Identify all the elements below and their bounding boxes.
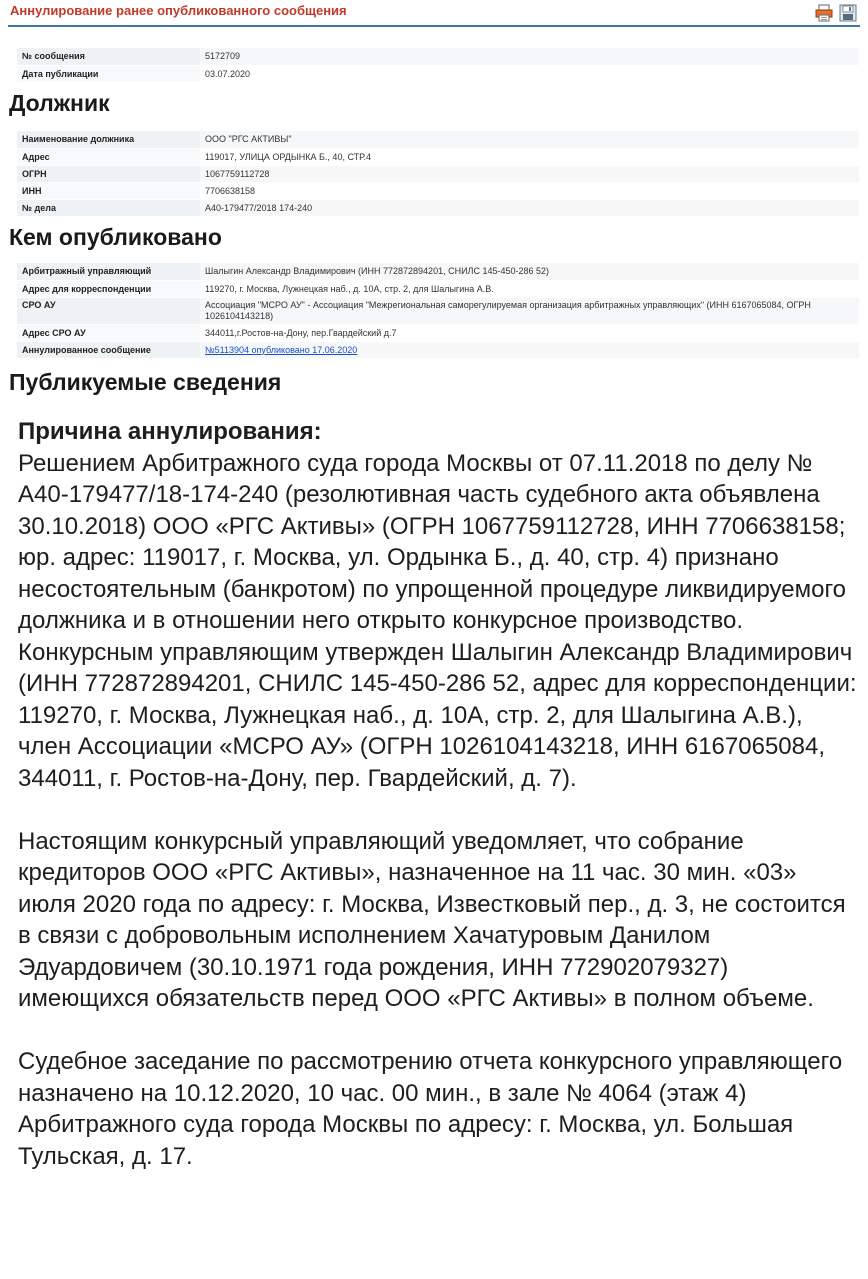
sro-label: СРО АУ	[17, 297, 200, 324]
paragraph-court-decision: Решением Арбитражного суда города Москвы от 07.11.2018 по делу № А40-179477/18-174-240 (резолютивная часть судебного акта объявлена 30.10.2018) ООО «РГС Активы» (ОГРН 1067759112728, ИНН 7706638158; юр. адрес: 119017, г. Москва, ул. Ордынка Б., д. 40, стр. 4) признано несостоятельным (банкротом) по упрощенной процедуре ликвидируемого должника и в отношении него открыто конкурсное производство. Конкурсным управляющим утвержден Шалыгин Александр Владимирович (ИНН 772872894201, СНИЛС 145-450-286 52, адрес для корреспонденции: 119270, г. Москва, Лужнецкая наб., д. 10А, стр. 2, для Шалыгина А.В.), член Ассоциации «МСРО АУ» (ОГРН 1026104143218, ИНН 6167065084, 344011, г. Ростов-на-Дону, пер. Гвардейский, д. 7).	[18, 449, 857, 792]
debtor-address-label: Адрес	[17, 148, 200, 165]
sro-value: Ассоциация "МСРО АУ" - Ассоциация "Межрегиональная саморегулируемая организация арбитражных управляющих" (ИНН 6167065084, ОГРН 1026104143218)	[200, 297, 859, 324]
header-divider	[8, 25, 860, 27]
debtor-name-value: ООО "РГС АКТИВЫ"	[200, 131, 859, 148]
debtor-name-label: Наименование должника	[17, 131, 200, 148]
message-number-value: 5172709	[200, 48, 859, 65]
annulled-message-link[interactable]: №5113904 опубликовано 17.06.2020	[205, 344, 358, 355]
print-icon[interactable]	[815, 4, 833, 22]
page-header	[0, 0, 868, 30]
correspondence-address-label: Адрес для корреспонденции	[17, 280, 200, 297]
save-icon[interactable]	[839, 4, 857, 22]
debtor-inn-label: ИНН	[17, 182, 200, 199]
published-heading: Публикуемые сведения	[9, 369, 282, 395]
annulled-message-cell	[200, 341, 859, 358]
publication-date-value: 03.07.2020	[200, 65, 859, 82]
publication-date-label: Дата публикации	[17, 65, 200, 82]
sro-address-value: 344011,г.Ростов-на-Дону, пер.Гвардейский д.7	[200, 324, 859, 341]
publisher-table	[17, 263, 859, 359]
table-row	[17, 280, 859, 297]
debtor-address-value: 119017, УЛИЦА ОРДЫНКА Б., 40, СТР.4	[200, 148, 859, 165]
table-row	[17, 199, 859, 216]
annulled-message-label: Аннулированное сообщение	[17, 341, 200, 358]
debtor-heading: Должник	[9, 90, 110, 116]
message-info-table	[17, 48, 859, 83]
debtor-ogrn-label: ОГРН	[17, 165, 200, 182]
table-row	[17, 148, 859, 165]
table-row	[17, 182, 859, 199]
paragraph-meeting-cancelled: Настоящим конкурсный управляющий уведомляет, что собрание кредиторов ООО «РГС Активы», назначенное на 11 час. 30 мин. «03» июля 2020 года по адресу: г. Москва, Известковый пер., д. 3, не состоится в связи с добровольным исполнением Хачатуровым Данилом Эдуардовичем (30.10.1971 года рождения, ИНН 772902079327) имеющихся обязательств перед ООО «РГС Активы» в полном объеме.	[18, 827, 846, 1012]
case-number-label: № дела	[17, 199, 200, 216]
table-row	[17, 341, 859, 358]
publisher-heading: Кем опубликовано	[9, 224, 222, 250]
sro-address-label: Адрес СРО АУ	[17, 324, 200, 341]
manager-value: Шалыгин Александр Владимирович (ИНН 772872894201, СНИЛС 145-450-286 52)	[200, 263, 859, 280]
debtor-ogrn-value: 1067759112728	[200, 165, 859, 182]
table-row	[17, 48, 859, 65]
debtor-table	[17, 131, 859, 217]
table-row	[17, 165, 859, 182]
table-row	[17, 324, 859, 341]
published-body	[18, 416, 860, 1172]
page-title: Аннулирование ранее опубликованного сообщения	[10, 3, 347, 18]
table-row	[17, 297, 859, 324]
table-row	[17, 65, 859, 82]
table-row	[17, 263, 859, 280]
table-row	[17, 131, 859, 148]
message-number-label: № сообщения	[17, 48, 200, 65]
paragraph-court-hearing: Судебное заседание по рассмотрению отчета конкурсного управляющего назначено на 10.12.2020, 10 час. 00 мин., в зале № 4064 (этаж 4) Арбитражного суда города Москвы по адресу: г. Москва, ул. Большая Тульская, д. 17.	[18, 1048, 843, 1170]
manager-label: Арбитражный управляющий	[17, 263, 200, 280]
correspondence-address-value: 119270, г. Москва, Лужнецкая наб., д. 10А, стр. 2, для Шалыгина А.В.	[200, 280, 859, 297]
case-number-value: А40-179477/2018 174-240	[200, 199, 859, 216]
debtor-inn-value: 7706638158	[200, 182, 859, 199]
reason-heading: Причина аннулирования:	[18, 418, 322, 445]
